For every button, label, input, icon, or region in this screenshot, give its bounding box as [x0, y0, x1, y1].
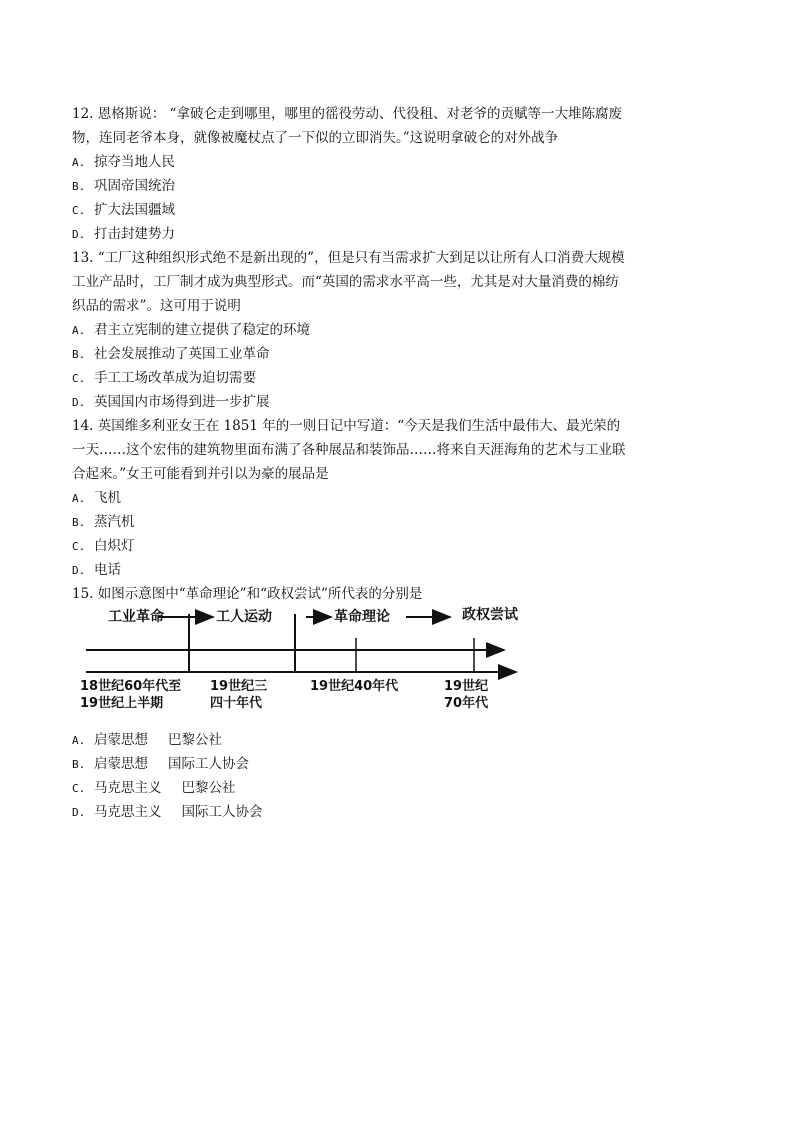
time-label-2-line-1: 19世纪三	[210, 679, 268, 694]
time-label-4-line-1: 19世纪	[444, 679, 489, 694]
time-label-4-line-2: 70年代	[444, 696, 489, 711]
stage-label-3: 革命理论	[334, 609, 390, 625]
option-letter: B.	[72, 758, 86, 771]
q12-option-b[interactable]	[72, 176, 175, 197]
option-text-2: 巴黎公社	[181, 780, 236, 796]
q13-stem-line-1: 13. “工厂这种组织形式绝不是新出现的”，但是只有当需求扩大到足以让所有人口消费大规模	[72, 250, 625, 266]
q12-option-a[interactable]	[72, 152, 175, 173]
time-label-1	[80, 678, 181, 712]
stage-label-1: 工业革命	[108, 609, 164, 625]
q12-option-d[interactable]	[72, 224, 175, 245]
time-label-4	[444, 678, 488, 712]
option-text-2: 国际工人协会	[181, 804, 263, 820]
option-text-2: 巴黎公社	[168, 732, 222, 748]
option-text-1: 马克思主义	[94, 804, 162, 820]
q15-option-a[interactable]	[72, 730, 222, 751]
time-label-3	[310, 678, 398, 695]
q15-option-b[interactable]	[72, 754, 249, 775]
q14-stem-line-2: 一天……这个宏伟的建筑物里面布满了各种展品和装饰品……将来自天涯海角的艺术与工业联	[72, 442, 626, 458]
q13-option-d[interactable]	[72, 392, 270, 413]
stage-label-4: 政权尝试	[462, 607, 518, 623]
option-letter: C.	[72, 782, 86, 795]
q13-option-a[interactable]	[72, 320, 310, 341]
q14-option-a[interactable]	[72, 488, 121, 509]
option-text: 电话	[94, 562, 121, 578]
option-text: 巩固帝国统治	[94, 178, 175, 194]
option-letter: A.	[72, 324, 86, 337]
q14-option-b[interactable]	[72, 512, 135, 533]
q14-stem-line-1: 14. 英国维多利亚女王在 1851 年的一则日记中写道：“今天是我们生活中最伟大、最光荣的	[72, 418, 621, 434]
q13-stem-line-2: 工业产品时，工厂制才成为典型形式。而“英国的需求水平高一些，尤其是对大量消费的棉纺	[72, 274, 619, 290]
option-letter: B.	[72, 348, 86, 361]
option-letter: B.	[72, 180, 86, 193]
q15-option-c[interactable]	[72, 778, 236, 799]
q13-stem-line-3: 织品的需求”。这可用于说明	[72, 298, 241, 314]
option-text-1: 启蒙思想	[94, 756, 148, 772]
option-text: 扩大法国疆域	[94, 202, 175, 218]
option-letter: C.	[72, 204, 86, 217]
option-letter: D.	[72, 396, 86, 409]
q13-option-c[interactable]	[72, 368, 256, 389]
option-letter: D.	[72, 806, 86, 819]
q14-option-d[interactable]	[72, 560, 121, 581]
q12-stem-line-1: 12. 恩格斯说： “拿破仑走到哪里，哪里的徭役劳动、代役租、对老爷的贡赋等一大堆陈腐废	[72, 106, 622, 122]
option-letter: C.	[72, 540, 86, 553]
option-text: 英国国内市场得到进一步扩展	[94, 394, 270, 410]
time-label-2-line-2: 四十年代	[210, 696, 263, 711]
q14-option-c[interactable]	[72, 536, 135, 557]
option-text: 君主立宪制的建立提供了稳定的环境	[94, 322, 310, 338]
option-letter: C.	[72, 372, 86, 385]
timeline-diagram	[78, 600, 538, 718]
q12-option-c[interactable]	[72, 200, 175, 221]
option-letter: B.	[72, 516, 86, 529]
option-letter: A.	[72, 156, 86, 169]
stage-label-2: 工人运动	[216, 609, 272, 625]
time-label-2	[210, 678, 267, 712]
option-text: 手工工场改革成为迫切需要	[94, 370, 256, 386]
option-text: 飞机	[94, 490, 121, 506]
option-text: 社会发展推动了英国工业革命	[94, 346, 270, 362]
q15-option-d[interactable]	[72, 802, 263, 823]
option-text: 掠夺当地人民	[94, 154, 175, 170]
q14-stem-line-3: 合起来。”女王可能看到并引以为豪的展品是	[72, 466, 329, 482]
time-label-1-line-2: 19世纪上半期	[80, 696, 164, 711]
option-text: 白炽灯	[94, 538, 135, 554]
option-text: 打击封建势力	[94, 226, 175, 242]
option-text-2: 国际工人协会	[168, 756, 249, 772]
time-label-1-line-1: 18世纪60年代至	[80, 679, 182, 694]
q15-stem-line-1: 15. 如图示意图中“革命理论”和“政权尝试”所代表的分别是	[72, 586, 423, 602]
option-letter: A.	[72, 492, 86, 505]
option-text-1: 马克思主义	[94, 780, 162, 796]
time-label-3-line-1: 19世纪40年代	[310, 679, 399, 694]
q12-stem-line-2: 物，连同老爷本身，就像被魔杖点了一下似的立即消失。”这说明拿破仑的对外战争	[72, 130, 559, 146]
q13-option-b[interactable]	[72, 344, 270, 365]
option-text-1: 启蒙思想	[94, 732, 148, 748]
option-letter: D.	[72, 564, 86, 577]
option-text: 蒸汽机	[94, 514, 135, 530]
option-letter: A.	[72, 734, 86, 747]
option-letter: D.	[72, 228, 86, 241]
